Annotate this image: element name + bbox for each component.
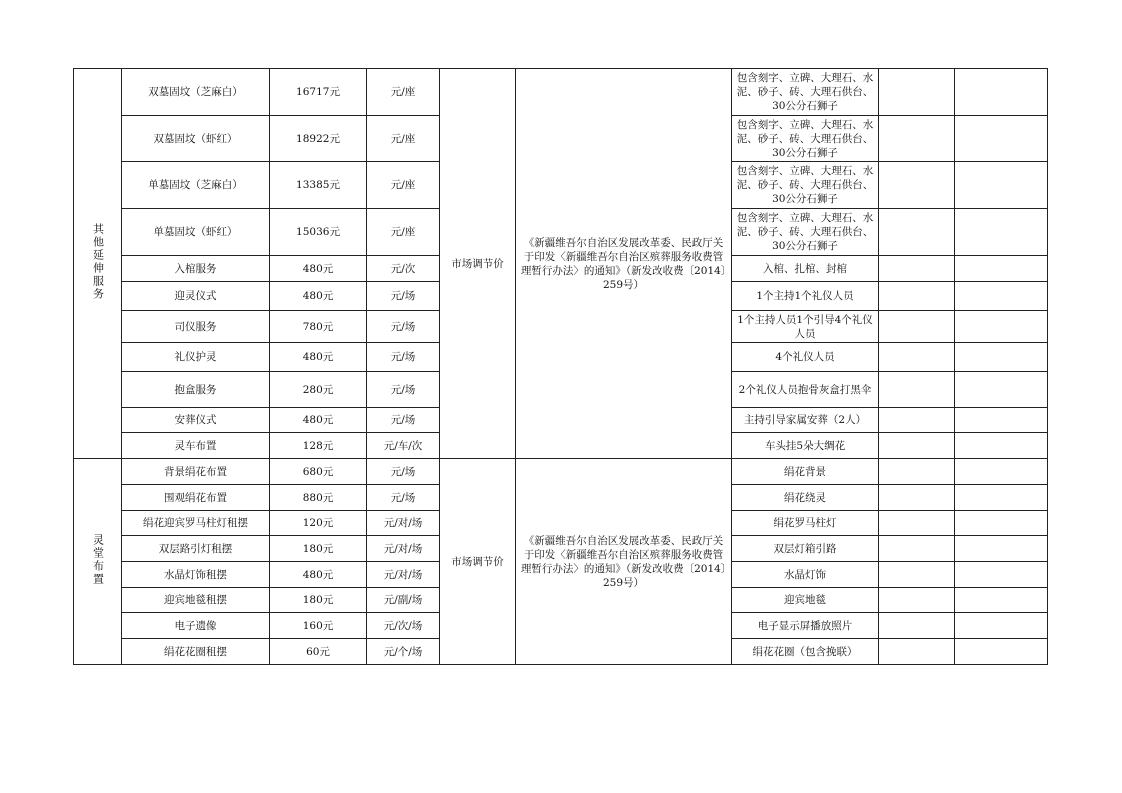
item-name-cell: 礼仪护灵 — [122, 343, 270, 372]
unit-cell: 元/次 — [367, 256, 440, 282]
item-name-cell: 入棺服务 — [122, 256, 270, 282]
item-name-cell: 单墓固坟（芝麻白） — [122, 162, 270, 209]
pricing-type-cell: 市场调节价 — [440, 69, 516, 459]
empty-cell — [955, 639, 1048, 665]
item-name-cell: 电子遗像 — [122, 613, 270, 639]
note-cell: 包含刻字、立碑、大理石、水泥、砂子、砖、大理石供台、30公分石狮子 — [732, 69, 879, 116]
unit-cell: 元/对/场 — [367, 562, 440, 588]
empty-cell — [955, 372, 1048, 408]
unit-cell: 元/对/场 — [367, 536, 440, 562]
item-name-cell: 单墓固坟（虾红） — [122, 209, 270, 256]
note-cell: 水晶灯饰 — [732, 562, 879, 588]
note-cell: 车头挂5朵大绸花 — [732, 433, 879, 459]
unit-cell: 元/个/场 — [367, 639, 440, 665]
unit-cell: 元/场 — [367, 311, 440, 343]
unit-cell: 元/座 — [367, 69, 440, 116]
item-name-cell: 迎灵仪式 — [122, 282, 270, 311]
unit-cell: 元/对/场 — [367, 511, 440, 536]
empty-cell — [879, 282, 955, 311]
item-name-cell: 双墓固坟（芝麻白） — [122, 69, 270, 116]
empty-cell — [955, 408, 1048, 433]
unit-cell: 元/车/次 — [367, 433, 440, 459]
note-cell: 绢花罗马柱灯 — [732, 511, 879, 536]
empty-cell — [879, 536, 955, 562]
item-name-cell: 双层路引灯租摆 — [122, 536, 270, 562]
empty-cell — [955, 69, 1048, 116]
note-cell: 迎宾地毯 — [732, 588, 879, 613]
price-cell: 60元 — [270, 639, 367, 665]
empty-cell — [879, 588, 955, 613]
note-cell: 4个礼仪人员 — [732, 343, 879, 372]
note-cell: 入棺、扎棺、封棺 — [732, 256, 879, 282]
fee-table-body — [74, 69, 1048, 665]
empty-cell — [955, 162, 1048, 209]
price-cell: 480元 — [270, 256, 367, 282]
empty-cell — [879, 256, 955, 282]
empty-cell — [955, 256, 1048, 282]
note-cell: 绢花绕灵 — [732, 485, 879, 511]
table-row — [74, 69, 1048, 116]
price-cell: 180元 — [270, 536, 367, 562]
empty-cell — [955, 311, 1048, 343]
unit-cell: 元/次/场 — [367, 613, 440, 639]
item-name-cell: 迎宾地毯租摆 — [122, 588, 270, 613]
category-label: 其他延伸服务 — [91, 222, 105, 301]
item-name-cell: 司仪服务 — [122, 311, 270, 343]
empty-cell — [879, 511, 955, 536]
category-cell — [74, 459, 122, 665]
empty-cell — [879, 69, 955, 116]
item-name-cell: 双墓固坟（虾红） — [122, 116, 270, 162]
empty-cell — [955, 613, 1048, 639]
price-cell: 160元 — [270, 613, 367, 639]
empty-cell — [879, 311, 955, 343]
empty-cell — [955, 562, 1048, 588]
price-cell: 13385元 — [270, 162, 367, 209]
note-cell: 包含刻字、立碑、大理石、水泥、砂子、砖、大理石供台、30公分石狮子 — [732, 209, 879, 256]
item-name-cell: 抱盒服务 — [122, 372, 270, 408]
item-name-cell: 围观绢花布置 — [122, 485, 270, 511]
empty-cell — [879, 613, 955, 639]
empty-cell — [955, 433, 1048, 459]
empty-cell — [955, 536, 1048, 562]
price-cell: 880元 — [270, 485, 367, 511]
price-cell: 16717元 — [270, 69, 367, 116]
basis-cell: 《新疆维吾尔自治区发展改革委、民政厅关于印发〈新疆维吾尔自治区殡葬服务收费管理暂行办法〉的通知》（新发改收费〔2014〕259号） — [516, 459, 732, 665]
table-row — [74, 459, 1048, 485]
fee-table — [73, 68, 1048, 665]
note-cell: 1个主持人员1个引导4个礼仪人员 — [732, 311, 879, 343]
empty-cell — [879, 209, 955, 256]
note-cell: 双层灯箱引路 — [732, 536, 879, 562]
empty-cell — [879, 343, 955, 372]
category-cell — [74, 69, 122, 459]
note-cell: 包含刻字、立碑、大理石、水泥、砂子、砖、大理石供台、30公分石狮子 — [732, 116, 879, 162]
note-cell: 主持引导家属安葬（2人） — [732, 408, 879, 433]
price-cell: 180元 — [270, 588, 367, 613]
price-cell: 15036元 — [270, 209, 367, 256]
price-cell: 680元 — [270, 459, 367, 485]
empty-cell — [879, 639, 955, 665]
price-cell: 280元 — [270, 372, 367, 408]
unit-cell: 元/副/场 — [367, 588, 440, 613]
price-cell: 480元 — [270, 343, 367, 372]
empty-cell — [955, 282, 1048, 311]
empty-cell — [879, 408, 955, 433]
empty-cell — [879, 485, 955, 511]
empty-cell — [955, 511, 1048, 536]
empty-cell — [879, 162, 955, 209]
empty-cell — [879, 116, 955, 162]
empty-cell — [955, 116, 1048, 162]
note-cell: 绢花背景 — [732, 459, 879, 485]
item-name-cell: 灵车布置 — [122, 433, 270, 459]
basis-cell: 《新疆维吾尔自治区发展改革委、民政厅关于印发〈新疆维吾尔自治区殡葬服务收费管理暂行办法〉的通知》（新发改收费〔2014〕259号） — [516, 69, 732, 459]
price-cell: 120元 — [270, 511, 367, 536]
empty-cell — [879, 562, 955, 588]
price-cell: 128元 — [270, 433, 367, 459]
unit-cell: 元/座 — [367, 209, 440, 256]
pricing-type-cell: 市场调节价 — [440, 459, 516, 665]
empty-cell — [955, 343, 1048, 372]
item-name-cell: 安葬仪式 — [122, 408, 270, 433]
note-cell: 电子显示屏播放照片 — [732, 613, 879, 639]
unit-cell: 元/场 — [367, 485, 440, 511]
empty-cell — [879, 459, 955, 485]
price-cell: 18922元 — [270, 116, 367, 162]
unit-cell: 元/场 — [367, 282, 440, 311]
item-name-cell: 绢花花圈租摆 — [122, 639, 270, 665]
empty-cell — [955, 209, 1048, 256]
item-name-cell: 背景绢花布置 — [122, 459, 270, 485]
unit-cell: 元/场 — [367, 459, 440, 485]
note-cell: 包含刻字、立碑、大理石、水泥、砂子、砖、大理石供台、30公分石狮子 — [732, 162, 879, 209]
unit-cell: 元/座 — [367, 162, 440, 209]
unit-cell: 元/场 — [367, 372, 440, 408]
empty-cell — [955, 588, 1048, 613]
item-name-cell: 绢花迎宾罗马柱灯租摆 — [122, 511, 270, 536]
empty-cell — [955, 459, 1048, 485]
price-cell: 480元 — [270, 562, 367, 588]
unit-cell: 元/场 — [367, 343, 440, 372]
price-cell: 480元 — [270, 282, 367, 311]
empty-cell — [955, 485, 1048, 511]
note-cell: 绢花花圈（包含挽联） — [732, 639, 879, 665]
unit-cell: 元/座 — [367, 116, 440, 162]
price-cell: 480元 — [270, 408, 367, 433]
price-cell: 780元 — [270, 311, 367, 343]
empty-cell — [879, 372, 955, 408]
note-cell: 2个礼仪人员抱骨灰盒打黑伞 — [732, 372, 879, 408]
item-name-cell: 水晶灯饰租摆 — [122, 562, 270, 588]
category-label: 灵堂布置 — [91, 533, 105, 586]
note-cell: 1个主持1个礼仪人员 — [732, 282, 879, 311]
empty-cell — [879, 433, 955, 459]
unit-cell: 元/场 — [367, 408, 440, 433]
